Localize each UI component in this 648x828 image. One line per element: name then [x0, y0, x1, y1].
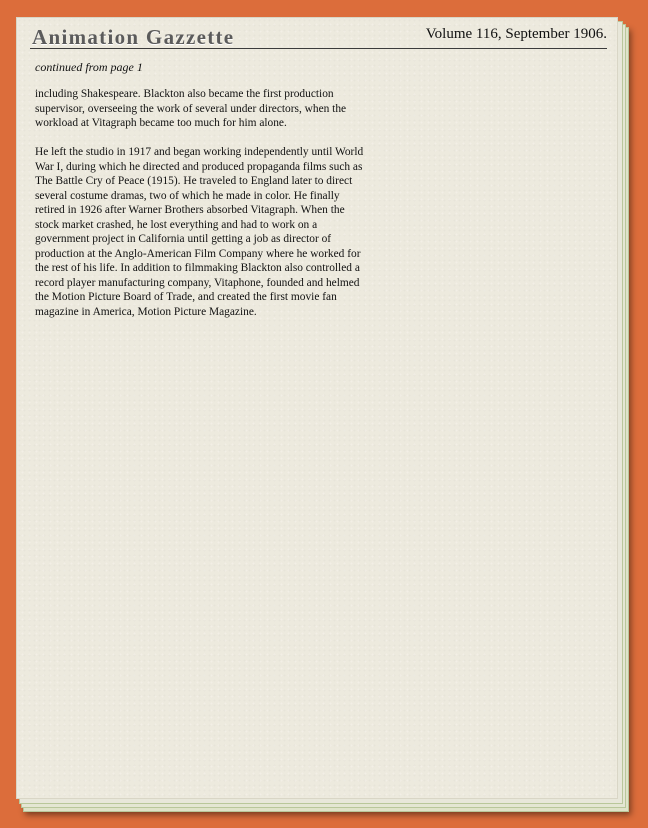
article-paragraph: He left the studio in 1917 and began working independently until World War I, during which he directed and produced propaganda films such as The Battle Cry of Peace (1915). He traveled to England later to direct several costume dramas, two of which he made in color. He finally retired in 1926 after Warner Brothers absorbed Vitagraph. When the stock market crashed, he lost everything and had to work on a government project in California until getting a job as director of production at the Anglo-American Film Company where he worked for the rest of his life. In addition to filmmaking Blackton also controlled a record player manufacturing company, Vitaphone, founded and helmed the Motion Picture Board of Trade, and created the first movie fan magazine in America, Motion Picture Magazine.: [35, 146, 364, 318]
continued-label: continued from page 1: [35, 60, 143, 74]
newspaper-page: [17, 18, 617, 798]
masthead: [30, 24, 607, 49]
article-paragraph: including Shakespeare. Blackton also became the first production supervisor, overseeing the work of several under directors, when the workload at Vitagraph became too much for him alone.: [35, 88, 347, 129]
issue-date: Volume 116, September 1906.: [425, 26, 607, 42]
newspaper-title: Animation Gazzette: [32, 25, 235, 49]
article-body: [35, 87, 365, 334]
